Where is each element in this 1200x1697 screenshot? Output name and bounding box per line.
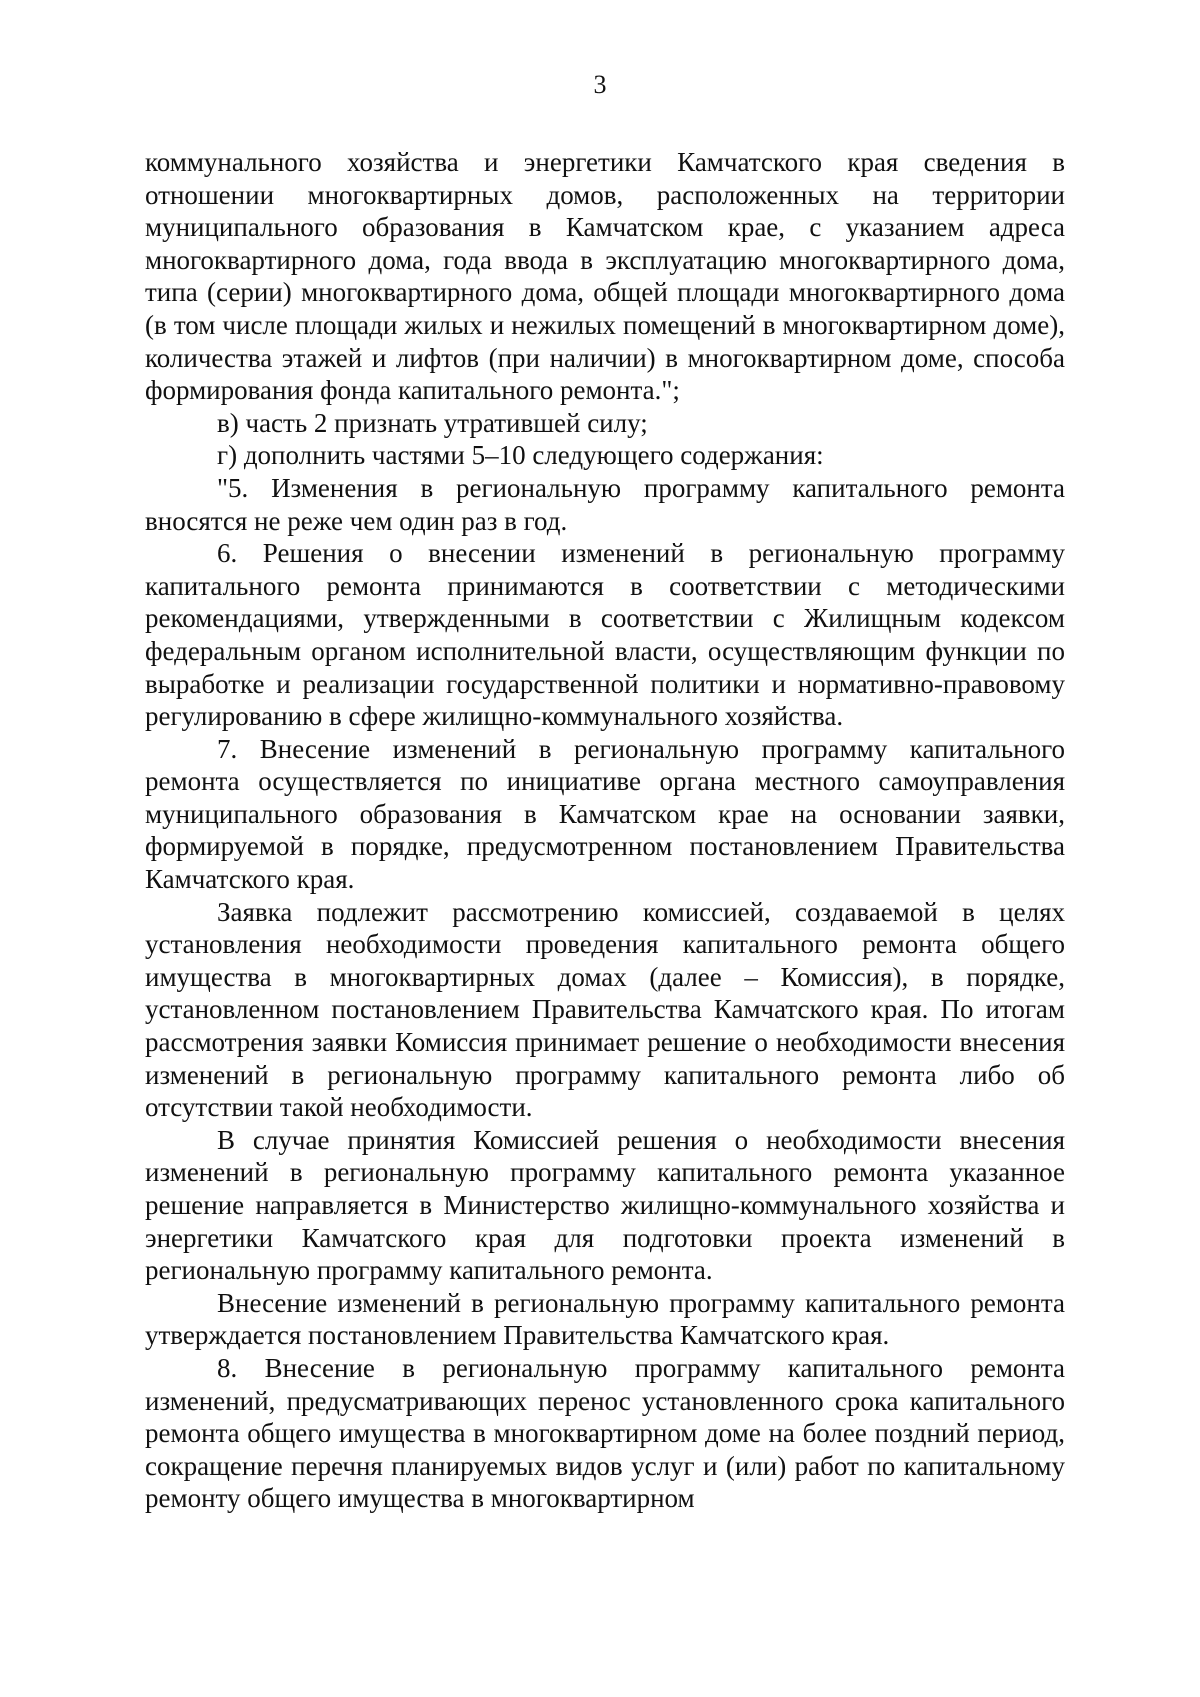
paragraph-part-5: "5. Изменения в региональную программу капитального ремонта вносятся не реже чем один раз в год. xyxy=(145,472,1065,536)
page-number: 3 xyxy=(593,70,607,99)
paragraph-1-continuation: коммунального хозяйства и энергетики Камчатского края сведения в отношении многоквартирных домов, расположенных на территории муниципального образования в Камчатском крае, с указанием адреса многоквартирного дома, года ввода в эксплуатацию многоквартирного дома, типа (серии) многоквартирного дома, общей площади многоквартирного дома (в том числе площади жилых и нежилых помещений в многоквартирном доме), количества этажей и лифтов (при наличии) в многоквартирном доме, способа формирования фонда капитального ремонта."; xyxy=(145,147,1065,406)
paragraph-item-g: г) дополнить частями 5–10 следующего содержания: xyxy=(217,440,824,471)
paragraph-part-8: 8. Внесение в региональную программу капитального ремонта изменений, предусматривающих перенос установленного срока капитального ремонта общего имущества в многоквартирном доме на более поздний период, сокращение перечня планируемых видов услуг и (или) работ по капитальному ремонту общего имущества в многоквартирном xyxy=(145,1352,1065,1514)
paragraph-approval: Внесение изменений в региональную программу капитального ремонта утверждается постановлением Правительства Камчатского края. xyxy=(145,1287,1065,1351)
paragraph-item-v: в) часть 2 признать утратившей силу; xyxy=(217,407,648,438)
paragraph-commission-decision: В случае принятия Комиссией решения о необходимости внесения изменений в региональную программу капитального ремонта указанное решение направляется в Министерство жилищно-коммунального хозяйства и энергетики Камчатского края для подготовки проекта изменений в региональную программу капитального ремонта. xyxy=(145,1124,1065,1286)
paragraph-part-6: 6. Решения о внесении изменений в региональную программу капитального ремонта принимаются в соответствии с методическими рекомендациями, утвержденными в соответствии с Жилищным кодексом федеральным органом исполнительной власти, осуществляющим функции по выработке и реализации государственной политики и нормативно-правовому регулированию в сфере жилищно-коммунального хозяйства. xyxy=(145,538,1065,732)
paragraph-application-review: Заявка подлежит рассмотрению комиссией, создаваемой в целях установления необходимости проведения капитального ремонта общего имущества в многоквартирных домах (далее – Комиссия), в порядке, установленном постановлением Правительства Камчатского края. По итогам рассмотрения заявки Комиссия принимает решение о необходимости внесения изменений в региональную программу капитального ремонта либо об отсутствии такой необходимости. xyxy=(145,896,1065,1123)
document-body xyxy=(145,146,1065,1515)
paragraph-part-7: 7. Внесение изменений в региональную программу капитального ремонта осуществляется по инициативе органа местного самоуправления муниципального образования в Камчатском крае на основании заявки, формируемой в порядке, предусмотренном постановлением Правительства Камчатского края. xyxy=(145,733,1065,895)
